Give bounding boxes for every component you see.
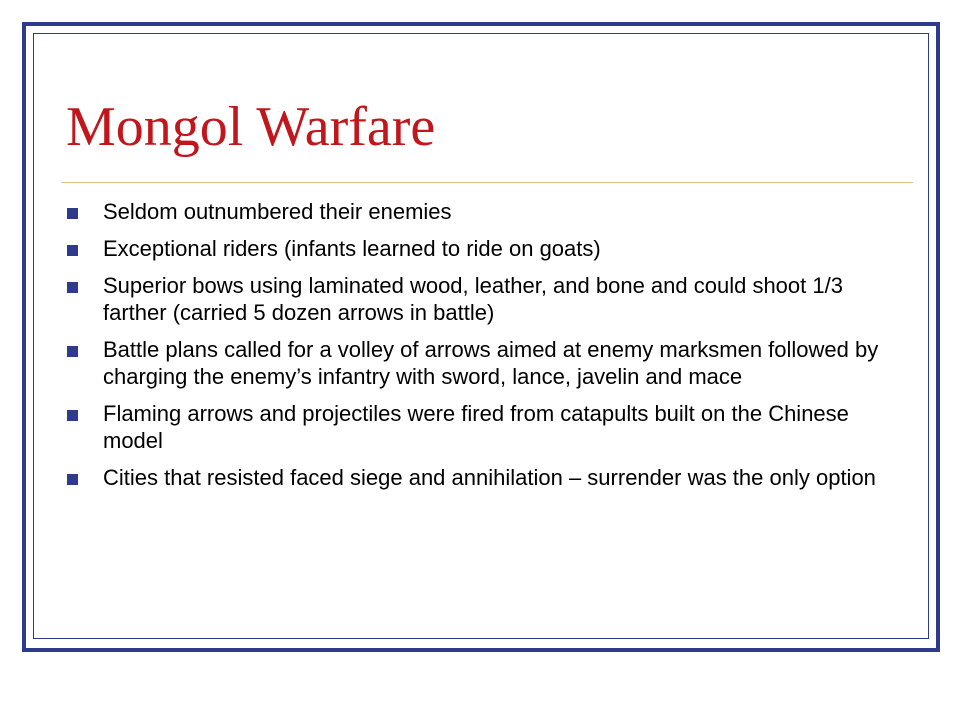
- bullet-text: Battle plans called for a volley of arrows aimed at enemy marksmen followed by charging the enemy’s infantry with sword, lance, javelin and mace: [103, 337, 879, 389]
- bullet-text: Cities that resisted faced siege and annihilation – surrender was the only option: [103, 465, 876, 490]
- bullet-item: [67, 464, 907, 491]
- bullet-item: [67, 400, 907, 454]
- bullet-text: Flaming arrows and projectiles were fired from catapults built on the Chinese model: [103, 401, 849, 453]
- bullet-text: Superior bows using laminated wood, leather, and bone and could shoot 1/3 farther (carried 5 dozen arrows in battle): [103, 273, 843, 325]
- title-divider: [61, 182, 913, 183]
- bullet-text: Seldom outnumbered their enemies: [103, 199, 452, 224]
- slide-title: Mongol Warfare: [66, 96, 436, 158]
- bullet-item: [67, 198, 907, 225]
- bullet-item: [67, 235, 907, 262]
- square-bullet-icon: [67, 208, 78, 219]
- square-bullet-icon: [67, 245, 78, 256]
- square-bullet-icon: [67, 474, 78, 485]
- square-bullet-icon: [67, 410, 78, 421]
- bullet-item: [67, 336, 907, 390]
- bullet-text: Exceptional riders (infants learned to ride on goats): [103, 236, 601, 261]
- square-bullet-icon: [67, 346, 78, 357]
- bullet-list: [67, 198, 907, 501]
- square-bullet-icon: [67, 282, 78, 293]
- bullet-item: [67, 272, 907, 326]
